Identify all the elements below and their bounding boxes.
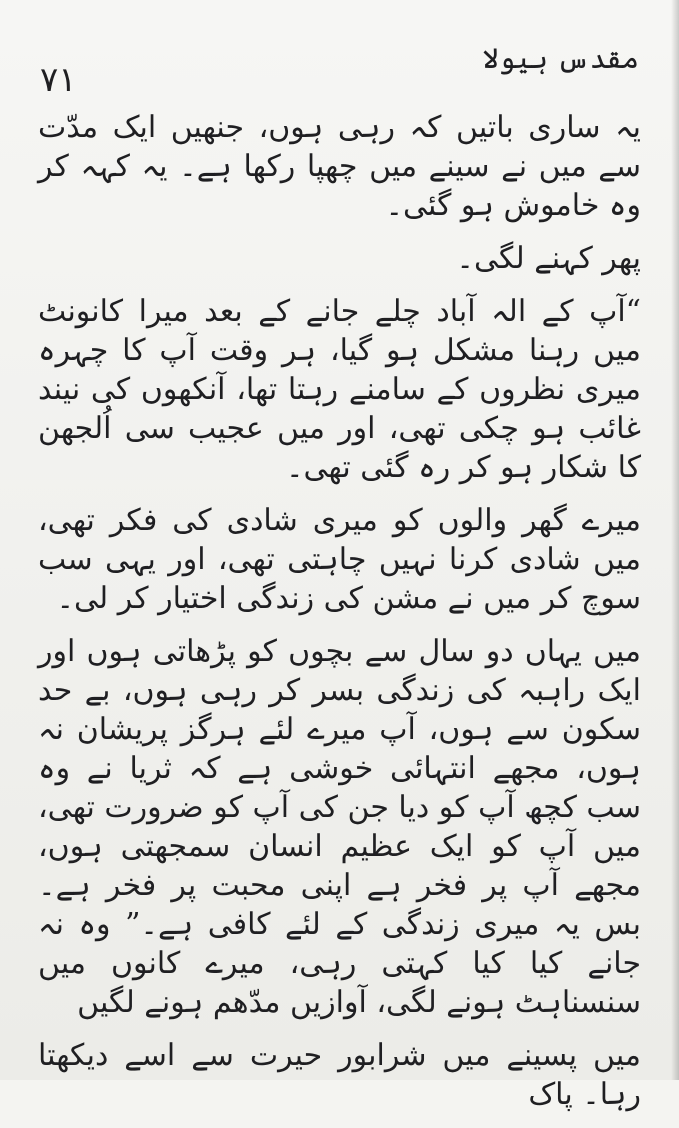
paragraph-3: “آپ کے الہ آباد چلے جانے کے بعد میرا کانونٹ میں رہنا مشکل ہو گیا، ہر وقت آپ کا چہرہ میری نظروں کے سامنے رہتا تھا، آنکھوں کی نیند غائب ہو چکی تھی، اور میں عجیب سی اُلجھن کا شکار ہو کر رہ گئی تھی۔ [38, 294, 641, 485]
paragraph-6: میں پسینے میں شرابور حیرت سے اسے دیکھتا رہا۔ پاک [38, 1038, 641, 1112]
paragraph-5: میں یہاں دو سال سے بچوں کو پڑھاتی ہوں اور ایک راہبہ کی زندگی بسر کر رہی ہوں، بے حد سکون سے ہوں، آپ میرے لئے ہرگز پریشان نہ ہوں، مجھے انتہائی خوشی ہے کہ ثریا نے وہ سب کچھ آپ کو دیا جن کی آپ کو ضرورت تھی، میں آپ کو ایک عظیم انسان سمجھتی ہوں، مجھے آپ پر فخر ہے اپنی محبت پر فخر ہے۔ بس یہ میری زندگی کے لئے کافی ہے۔” وہ نہ جانے کیا کیا کہتی رہی، میرے کانوں میں سنسناہٹ ہونے لگی، آوازیں مدّھم ہونے لگیں [38, 634, 641, 1020]
page-number: ۷۱ [40, 60, 77, 100]
paragraph-2: پھر کہنے لگی۔ [456, 241, 641, 276]
paragraph-4: میرے گھر والوں کو میری شادی کی فکر تھی، میں شادی کرنا نہیں چاہتی تھی، اور یہی سب سوچ کر میں نے مشن کی زندگی اختیار کر لی۔ [38, 503, 641, 616]
paragraph-1: یہ ساری باتیں کہ رہی ہوں، جنھیں ایک مدّت سے میں نے سینے میں چھپا رکھا ہے۔ یہ کہہ کر وہ خاموش ہو گئی۔ [38, 110, 641, 223]
running-title: مقدس ہیولا [482, 42, 639, 75]
body-text [38, 108, 641, 1128]
